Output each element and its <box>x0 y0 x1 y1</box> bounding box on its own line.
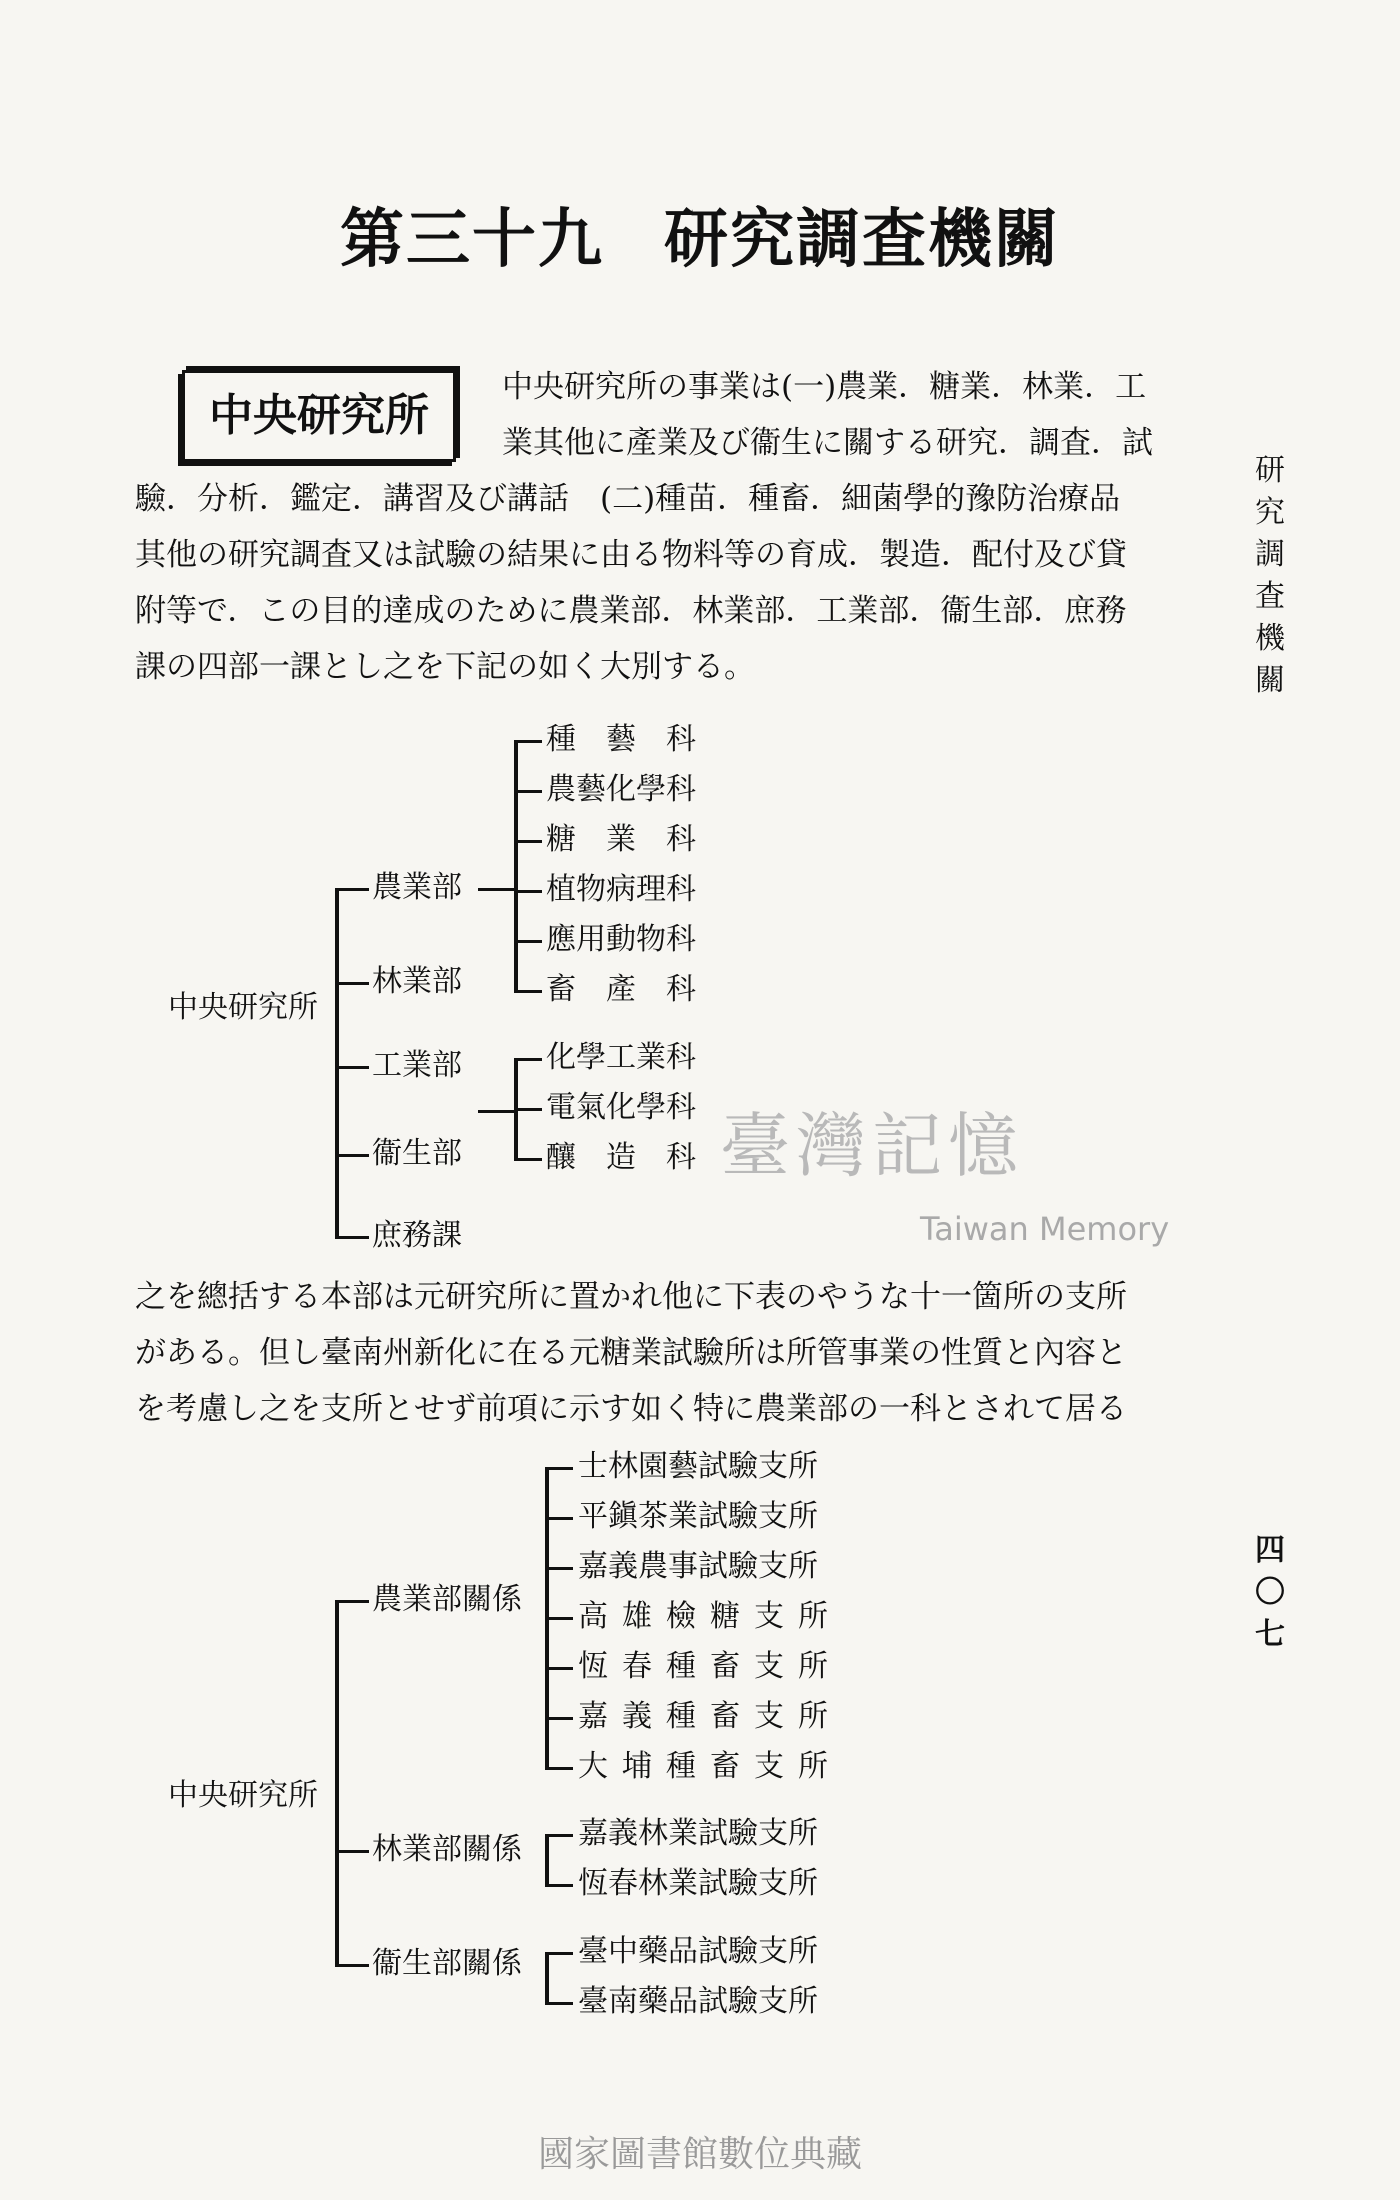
agri-section-6: 畜 產 科 <box>546 972 696 1007</box>
para1-line-1: 中央研究所の事業は(一)農業．糖業．林業．工 <box>502 369 1147 405</box>
para2-line-1: 之を總括する本部は元研究所に置かれ他に下表のやうな十一箇所の支所 <box>135 1279 1127 1315</box>
para1-line-5: 附等で．この目的達成のために農業部．林業部．工業部．衞生部．庶務 <box>135 593 1127 629</box>
title-text: 研究調査機關 <box>664 203 1060 277</box>
health-branch-2: 臺南藥品試驗支所 <box>578 1984 818 2019</box>
agri-section-1: 種 藝 科 <box>546 722 696 757</box>
agri-branch-3: 嘉義農事試驗支所 <box>578 1549 818 1584</box>
agri-section-2: 農藝化學科 <box>546 772 696 807</box>
side-title <box>1248 450 1292 702</box>
agri-branch-7: 大埔種畜支所 <box>578 1749 842 1784</box>
forest-branch-2: 恆春林業試驗支所 <box>578 1866 818 1901</box>
agri-section-4: 植物病理科 <box>546 872 696 907</box>
agri-section-5: 應用動物科 <box>546 922 696 957</box>
agri-section-3: 糖 業 科 <box>546 822 696 857</box>
forest-branch-1: 嘉義林業試驗支所 <box>578 1816 818 1851</box>
section-heading-box <box>182 370 456 462</box>
chart2-root: 中央研究所 <box>168 1778 318 1813</box>
dept-forestry: 林業部 <box>372 964 462 999</box>
watermark-caption: Taiwan Memory <box>920 1210 1170 1248</box>
section-heading: 中央研究所 <box>209 390 429 441</box>
agri-branch-4: 高雄檢糖支所 <box>578 1599 842 1634</box>
footer-credit: 國家圖書館數位典藏 <box>537 2134 862 2175</box>
para2-line-3: を考慮し之を支所とせず前項に示す如く特に農業部の一科とされて居る <box>135 1391 1127 1427</box>
page-number-text: 四〇七 <box>1255 1533 1285 1652</box>
para1-line-6: 課の四部一課とし之を下記の如く大別する。 <box>135 649 755 685</box>
para1-line-2: 業其他に產業及び衞生に關する研究．調査．試 <box>502 425 1153 461</box>
para2-line-2: がある。但し臺南州新化に在る元糖業試驗所は所管事業の性質と內容と <box>135 1335 1127 1371</box>
side-title-text: 研究調査機關 <box>1255 453 1285 698</box>
health-branch-1: 臺中藥品試驗支所 <box>578 1934 818 1969</box>
dept-agriculture: 農業部 <box>372 870 462 905</box>
para1-line-4: 其他の研究調査又は試驗の結果に由る物料等の育成．製造．配付及び貸 <box>135 537 1127 573</box>
page-number <box>1248 1530 1292 1656</box>
ind-section-3: 釀 造 科 <box>546 1140 696 1175</box>
para1-line-3: 驗．分析．鑑定．講習及び講話 (二)種苗．種畜．細菌學的豫防治療品 <box>135 481 1121 517</box>
dept-health: 衞生部 <box>372 1136 462 1171</box>
agri-branch-6: 嘉義種畜支所 <box>578 1699 842 1734</box>
group-health: 衞生部關係 <box>372 1946 522 1981</box>
dept-general-affairs: 庶務課 <box>372 1218 462 1253</box>
agri-branch-1: 士林園藝試驗支所 <box>578 1449 818 1484</box>
watermark-logo: 臺灣記憶 <box>720 1105 1024 1187</box>
group-agriculture: 農業部關係 <box>372 1582 522 1617</box>
agri-branch-5: 恆春種畜支所 <box>578 1649 842 1684</box>
ind-section-1: 化學工業科 <box>546 1040 696 1075</box>
group-forestry: 林業部關係 <box>372 1832 522 1867</box>
page-title <box>0 188 1400 280</box>
dept-industry: 工業部 <box>372 1048 462 1083</box>
agri-branch-2: 平鎭茶業試驗支所 <box>578 1499 818 1534</box>
chart1-root: 中央研究所 <box>168 990 318 1025</box>
title-number: 第三十九 <box>340 203 604 277</box>
ind-section-2: 電氣化學科 <box>546 1090 696 1125</box>
